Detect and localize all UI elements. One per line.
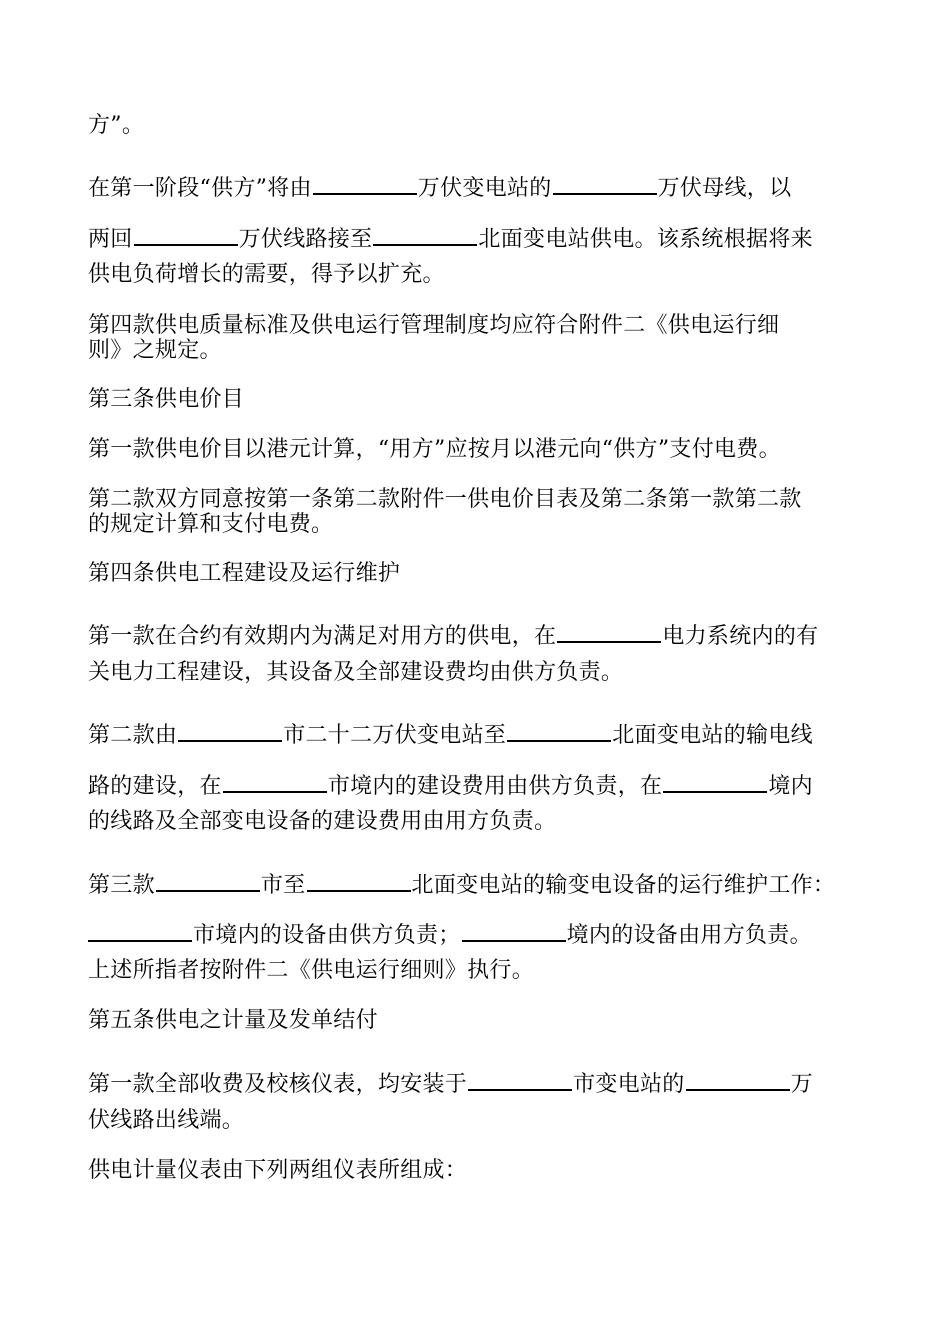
fill-blank [156,870,260,892]
fill-blank [507,720,611,742]
fill-blank [178,720,282,742]
fill-blank [663,771,767,793]
text-line: 伏线路出线端。 [88,1108,245,1133]
text-line: 第三款 市至 北面变电站的输变电设备的运行维护工作： [88,870,835,899]
text-line: 第二款由 市二十二万伏变电站至 北面变电站的输电线 [88,720,813,749]
fill-blank [307,870,411,892]
fill-blank [313,173,417,195]
text-line: 第一款在合约有效期内为满足对用方的供电，在 电力系统内的有 [88,621,818,650]
text-line: 在第一阶段“供方”将由 万伏变电站的 万伏母线，以 [88,173,791,202]
fill-blank [557,621,661,643]
section-heading: 第三条供电价目 [88,387,245,412]
text-line: 两回 万伏线路接至 北面变电站供电。该系统根据将来 [88,224,813,253]
fill-blank [468,1069,572,1091]
text-line: 第一款供电价目以港元计算，“用方”应按月以港元向“供方”支付电费。 [88,437,781,462]
text-line: 的线路及全部变电设备的建设费用由用方负责。 [88,809,557,834]
section-heading: 第五条供电之计量及发单结付 [88,1008,378,1033]
fill-blank [223,771,327,793]
section-heading: 第四条供电工程建设及运行维护 [88,561,401,586]
text-line: 的规定计算和支付电费。 [88,512,334,537]
text-line: 上述所指者按附件二《供电运行细则》执行。 [88,958,535,983]
text-line: 方”。 [88,113,145,138]
text-line: 供电负荷增长的需要，得予以扩充。 [88,262,445,287]
text-line: 路的建设，在 市境内的建设费用由供方负责，在 境内 [88,771,813,800]
fill-blank [134,224,238,246]
text-line: 关电力工程建设，其设备及全部建设费均由供方负责。 [88,660,624,685]
text-line: 第一款全部收费及校核仪表，均安装于 市变电站的 万 [88,1069,813,1098]
fill-blank [686,1069,790,1091]
fill-blank [373,224,477,246]
fill-blank [553,173,657,195]
text-line: 第二款双方同意按第一条第二款附件一供电价目表及第二条第一款第二款 [88,487,802,512]
fill-blank [462,920,566,942]
text-line: 第四款供电质量标准及供电运行管理制度均应符合附件二《供电运行细 [88,313,780,338]
text-line: 市境内的设备由供方负责； 境内的设备由用方负责。 [88,920,812,949]
text-line: 则》之规定。 [88,338,222,363]
text-line: 供电计量仪表由下列两组仪表所组成： [88,1158,468,1183]
fill-blank [88,920,192,942]
